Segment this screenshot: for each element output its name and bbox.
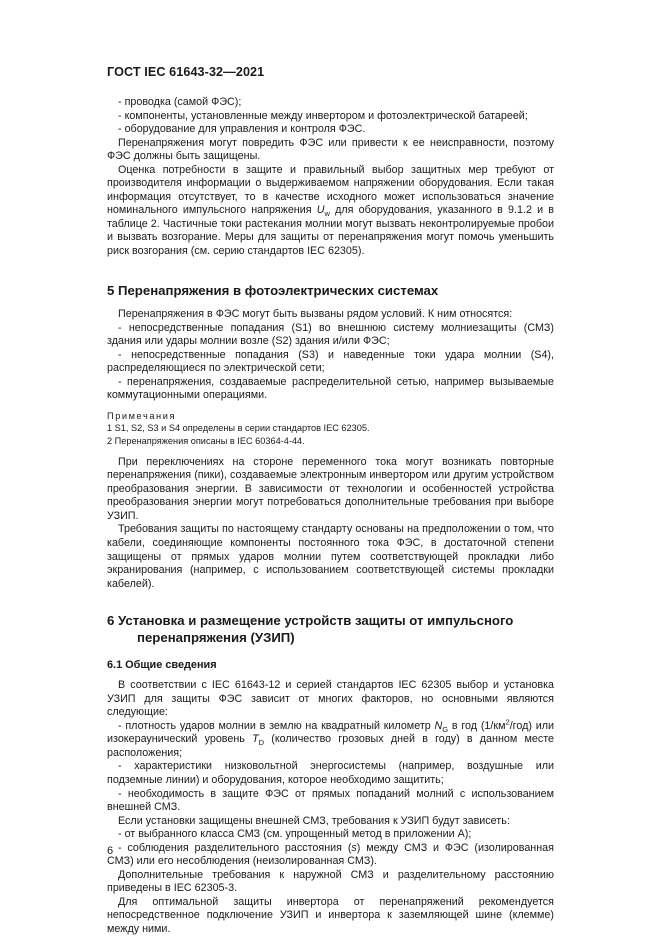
var-t: T <box>252 733 259 746</box>
notes-heading: Примечания <box>107 410 177 421</box>
paragraph: Перенапряжения могут повредить ФЭС или привести к ее неисправности, поэтому ФЭС должны быть защищены. <box>107 136 554 163</box>
paragraph: При переключениях на стороне переменного тока могут возникать повторные перенапряжения (пики), создаваемые электронным инвертором или другим устройством преобразования энергии. В зависимости от технологии и особенностей устройства преобразования энергии могут потребоваться дополнительные требования при выборе УЗИП. <box>107 455 554 522</box>
sub-g: G <box>442 724 449 734</box>
list-item: - соблюдения разделительного расстояния (s) между СМЗ и ФЭС (изолированная СМЗ) или его несоблюдения (неизолированная СМЗ). <box>107 841 554 868</box>
list-item: - от выбранного класса СМЗ (см. упрощенный метод в приложении А); <box>118 828 472 841</box>
list-item: - непосредственные попадания (S1) во внешнюю систему молниезащиты (СМЗ) здания или удары молнии возле (S2) здания и/или ФЭС; <box>107 321 554 348</box>
page-number: 6 <box>107 845 114 857</box>
list-item: - необходимость в защите ФЭС от прямых попаданий молний с использованием внешней СМЗ. <box>107 787 554 814</box>
paragraph: Перенапряжения в ФЭС могут быть вызваны рядом условий. К ним относятся: <box>118 308 513 321</box>
paragraph: Оценка потребности в защите и правильный выбор защитных мер требуют от производителя информации о выдерживаемом напряжении оборудования. Если такая информация отсутствует, то в качестве исходного может использоваться значение номинального импульсного напряжения $U_w$ для оборудования, указанного в 9.1.2 и в таблице 2. Частичные токи растекания молнии могут вызвать неконтролируемые пробои и вызвать возгорание. Меры для защиты от перенапряжения могут помочь уменьшить риск возгорания (см. серию стандартов IEC 62305). <box>107 163 555 258</box>
subsection-6-1-title: 6.1 Общие сведения <box>107 659 217 672</box>
sub-d: D <box>258 738 265 748</box>
list-item: - непосредственные попадания (S3) и наведенные токи удара молнии (S4), распределяющиеся по электрической сети; <box>107 348 554 375</box>
paragraph: Требования защиты по настоящему стандарту основаны на предположении о том, что кабели, соединяющие компоненты постоянного тока ФЭС, в достаточной степени защищены от прямых ударов молнии путем соответствующей прокладки либо экранирования (например, с использованием соответствующей системы прокладки кабелей). <box>107 523 554 590</box>
var-n: N <box>434 719 443 732</box>
var-s: s <box>351 841 357 854</box>
paragraph: Для оптимальной защиты инвертора от перенапряжений рекомендуется непосредственное подключение УЗИП и инвертора к заземляющей шине (клемме) между ними. <box>107 895 554 935</box>
var-u: U <box>316 204 325 217</box>
section-5-title: 5 Перенапряжения в фотоэлектрических системах <box>107 282 439 298</box>
list-item: - перенапряжения, создаваемые распределительной сетью, например вызываемые коммутационными операциями. <box>107 375 554 402</box>
note-item: 1 S1, S2, S3 и S4 определены в серии стандартов IEC 62305. <box>107 423 370 434</box>
list-item: - компоненты, установленные между инвертором и фотоэлектрической батареей; <box>118 109 528 122</box>
list-item: - проводка (самой ФЭС); <box>118 96 242 108</box>
page-content <box>107 96 554 937</box>
paragraph: В соответствии с IEC 61643-12 и серией стандартов IEC 62305 выбор и установка УЗИП для защиты ФЭС зависит от многих факторов, но основными являются следующие: <box>107 679 554 719</box>
paragraph: Дополнительные требования к наружной СМЗ и разделительному расстоянию приведены в IEC 62305-3. <box>107 868 554 895</box>
document-header: ГОСТ IEC 61643-32—2021 <box>107 65 265 79</box>
list-item: - оборудование для управления и контроля ФЭС. <box>118 123 366 136</box>
sup-2: 2 <box>505 717 510 727</box>
list-item: - плотность ударов молнии в землю на квадратный километр $N_G$ в год $(1/км^2/год)$ или изокераунический уровень $T_D$ (количество грозовых дней в году) в данном месте расположения; <box>107 717 555 759</box>
section-6-title: 6 Установка и размещение устройств защиты от импульсного перенапряжения (УЗИП) <box>107 613 514 645</box>
list-item: - характеристики низковольтной энергосистемы (например, воздушные или подземные линии) и оборудования, которое необходимо защитить; <box>107 760 554 786</box>
notes-block <box>107 410 554 448</box>
paragraph: Если установки защищены внешней СМЗ, требования к УЗИП будут зависеть: <box>118 814 510 827</box>
sub-w: w <box>324 209 330 219</box>
note-item: 2 Перенапряжения описаны в IEC 60364-4-44. <box>107 436 305 447</box>
